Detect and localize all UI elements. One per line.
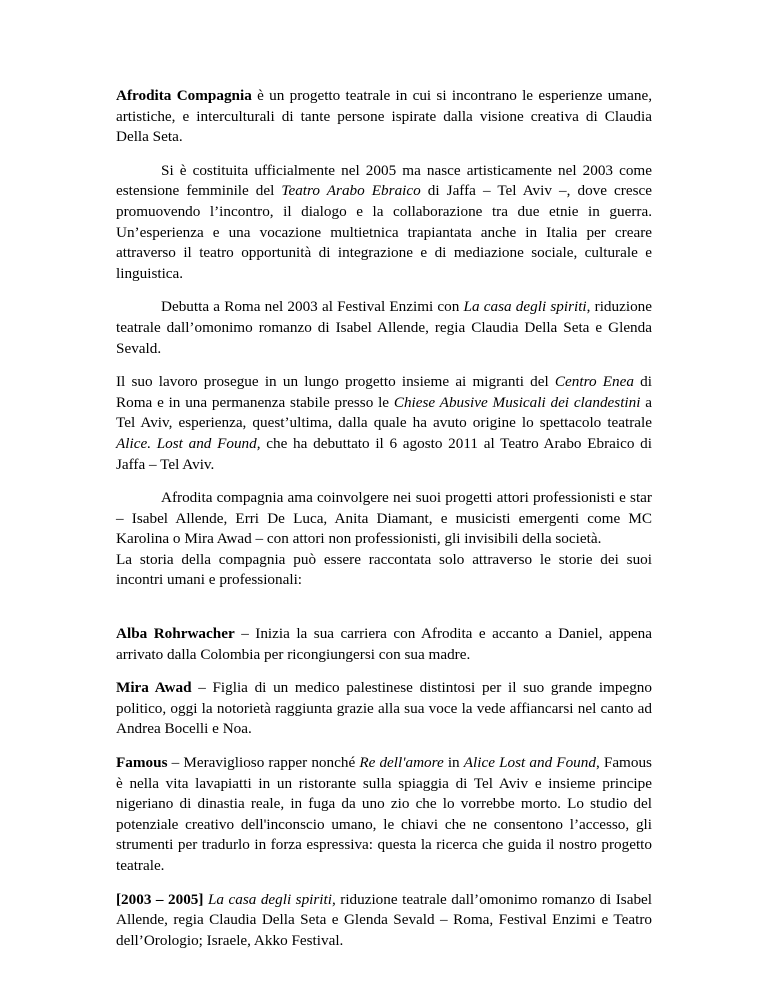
founding-text-1: Si è costituita ufficialmente nel 2005 ma nasce artisticamente nel 2003 come estensione femminile del	[116, 161, 652, 200]
mira-name: Mira Awad	[116, 679, 192, 697]
work-italic-1: Centro Enea	[554, 373, 634, 391]
paragraph-alba	[116, 624, 652, 665]
timeline-italic: La casa degli spiriti	[207, 890, 332, 908]
work-text-1: Il suo lavoro prosegue in un lungo progetto insieme ai migranti del	[116, 373, 555, 391]
paragraph-work	[116, 372, 652, 475]
intro-text: è un progetto teatrale in cui si incontrano le esperienze umane, artistiche, e interculturali di tante persone ispirate dalla visione creativa di Claudia Della Seta.	[116, 87, 652, 146]
paragraph-debut	[116, 297, 652, 359]
work-text-4: , che ha debuttato il 6 agosto 2011 al Teatro Arabo Ebraico di Jaffa – Tel Aviv.	[116, 434, 652, 473]
debut-italic: La casa degli spiriti	[463, 298, 587, 316]
company-name: Afrodita Compagnia	[116, 87, 252, 104]
mira-text: – Figlia di un medico palestinese distintosi per il suo grande impegno politico, oggi la notorietà raggiunta grazie alla sua voce la vede affiancarsi nel canto ad Andrea Bocelli e Noa.	[116, 679, 652, 738]
famous-name: Famous	[116, 754, 168, 772]
famous-italic-1: Re dell'amore	[359, 754, 444, 772]
famous-text-2: in	[443, 754, 464, 772]
paragraph-story	[116, 550, 652, 591]
paragraph-mira	[116, 678, 652, 740]
work-text-2: di Roma e in una permanenza stabile presso le	[116, 373, 652, 411]
founding-text-2: di Jaffa – Tel Aviv –, dove cresce promuovendo l’incontro, il dialogo e la collaborazione tra due etnie in guerra. Un’esperienza e una vocazione multietnica trapiantata anche in Italia per creare attraverso il teatro opportunità di integrazione e di mediazione sociale, culturale e linguistica.	[116, 182, 652, 282]
debut-text-2: , riduzione teatrale dall’omonimo romanzo di Isabel Allende, regia Claudia Della Seta e Glenda Sevald.	[116, 298, 652, 357]
timeline-text: , riduzione teatrale dall’omonimo romanzo di Isabel Allende, regia Claudia Della Seta e Glenda Sevald – Roma, Festival Enzimi e Teatro dell’Orologio; Israele, Akko Festival.	[116, 890, 653, 949]
paragraph-involve	[116, 488, 652, 550]
paragraph-intro	[116, 86, 652, 148]
debut-text-1: Debutta a Roma nel 2003 al Festival Enzimi con	[161, 298, 464, 316]
famous-italic-2: Alice Lost and Found	[463, 754, 596, 772]
founding-italic: Teatro Arabo Ebraico	[281, 182, 421, 200]
alba-text: – Inizia la sua carriera con Afrodita e accanto a Daniel, appena arrivato dalla Colombia per ricongiungersi con sua madre.	[116, 625, 652, 663]
famous-text-3: , Famous è nella vita lavapiatti in un ristorante sulla spiaggia di Tel Aviv e insieme principe nigeriano di dinastia reale, in fuga da uno zio che lo vorrebbe morto. Lo studio del potenziale creativo dell'inconscio umano, le chiavi che ne consentono l’accesso, gli strumenti per tradurlo in forza espressiva: questa la ricerca che guida il nostro progetto teatrale.	[116, 754, 652, 874]
story-text: La storia della compagnia può essere raccontata solo attraverso le storie dei suoi incontri umani e professionali:	[116, 550, 652, 589]
paragraph-timeline	[116, 890, 652, 952]
alba-name: Alba Rohrwacher	[116, 625, 235, 643]
paragraph-famous	[116, 753, 652, 877]
work-text-3: a Tel Aviv, esperienza, quest’ultima, dalla quale ha avuto origine lo spettacolo teatrale	[116, 393, 652, 432]
work-italic-3: Alice. Lost and Found	[116, 434, 257, 452]
timeline-years: [2003 – 2005]	[116, 890, 204, 908]
involve-text: Afrodita compagnia ama coinvolgere nei suoi progetti attori professionisti e star – Isabel Allende, Erri De Luca, Anita Diamant, e musicisti emergenti come MC Karolina o Mira Awad – con attori non professionisti, gli invisibili della società.	[116, 489, 652, 548]
work-italic-2: Chiese Abusive Musicali dei clandestini	[393, 393, 641, 411]
famous-text-1: – Meraviglioso rapper nonché	[167, 754, 360, 772]
paragraph-founding	[116, 161, 652, 285]
